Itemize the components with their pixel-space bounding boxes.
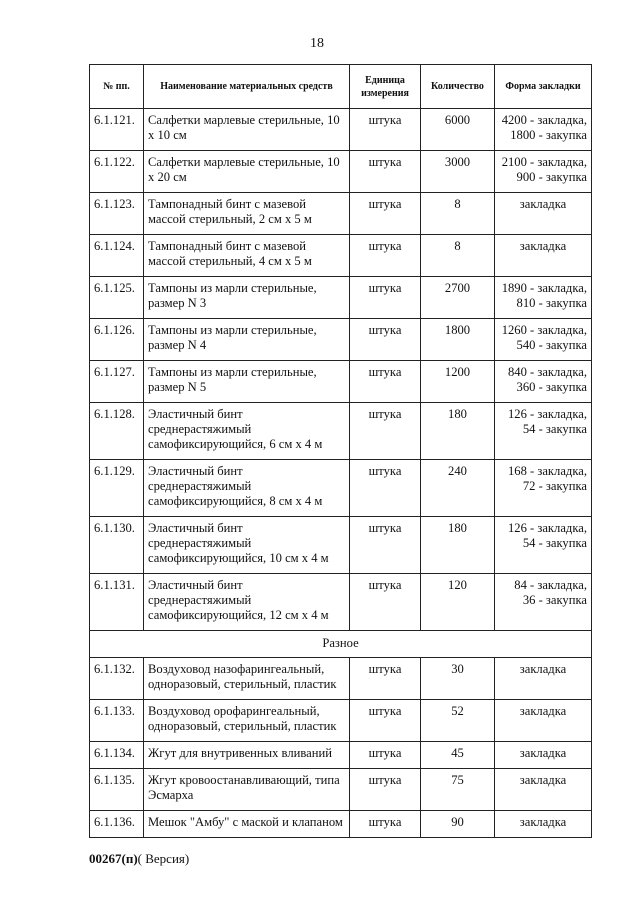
cell-unit: штука bbox=[350, 277, 421, 319]
table-row bbox=[90, 193, 592, 235]
table-row bbox=[90, 517, 592, 574]
cell-number: 6.1.123. bbox=[90, 193, 144, 235]
document-footer bbox=[89, 851, 189, 867]
cell-quantity: 1200 bbox=[421, 361, 495, 403]
cell-form: закладка bbox=[495, 769, 592, 811]
cell-name: Эластичный бинт среднерастяжимый самофиксирующийся, 10 см х 4 м bbox=[144, 517, 350, 574]
cell-number: 6.1.126. bbox=[90, 319, 144, 361]
table-body-misc bbox=[90, 658, 592, 838]
table-row bbox=[90, 658, 592, 700]
cell-unit: штука bbox=[350, 811, 421, 838]
cell-name: Тампонадный бинт с мазевой массой стерильный, 2 см х 5 м bbox=[144, 193, 350, 235]
table-row bbox=[90, 319, 592, 361]
cell-name: Тампонадный бинт с мазевой массой стерильный, 4 см х 5 м bbox=[144, 235, 350, 277]
cell-number: 6.1.127. bbox=[90, 361, 144, 403]
cell-quantity: 8 bbox=[421, 193, 495, 235]
cell-unit: штука bbox=[350, 319, 421, 361]
cell-unit: штука bbox=[350, 151, 421, 193]
cell-quantity: 2700 bbox=[421, 277, 495, 319]
header-unit: Единица измерения bbox=[350, 65, 421, 109]
cell-quantity: 52 bbox=[421, 700, 495, 742]
header-qty: Количество bbox=[421, 65, 495, 109]
cell-quantity: 30 bbox=[421, 658, 495, 700]
cell-unit: штука bbox=[350, 361, 421, 403]
cell-name: Тампоны из марли стерильные, размер N 5 bbox=[144, 361, 350, 403]
cell-quantity: 90 bbox=[421, 811, 495, 838]
cell-name: Тампоны из марли стерильные, размер N 3 bbox=[144, 277, 350, 319]
cell-unit: штука bbox=[350, 460, 421, 517]
table-row bbox=[90, 361, 592, 403]
cell-form: закладка bbox=[495, 811, 592, 838]
cell-unit: штука bbox=[350, 574, 421, 631]
cell-number: 6.1.129. bbox=[90, 460, 144, 517]
cell-number: 6.1.122. bbox=[90, 151, 144, 193]
cell-quantity: 120 bbox=[421, 574, 495, 631]
cell-number: 6.1.133. bbox=[90, 700, 144, 742]
cell-form: 1260 - закладка, 540 - закупка bbox=[495, 319, 592, 361]
cell-number: 6.1.130. bbox=[90, 517, 144, 574]
cell-form: 2100 - закладка, 900 - закупка bbox=[495, 151, 592, 193]
cell-name: Салфетки марлевые стерильные, 10 х 20 см bbox=[144, 151, 350, 193]
table-header-row bbox=[90, 65, 592, 109]
cell-form: 126 - закладка, 54 - закупка bbox=[495, 517, 592, 574]
cell-name: Воздуховод орофарингеальный, одноразовый, стерильный, пластик bbox=[144, 700, 350, 742]
cell-number: 6.1.124. bbox=[90, 235, 144, 277]
cell-unit: штука bbox=[350, 742, 421, 769]
table-section bbox=[90, 631, 592, 658]
cell-name: Воздуховод назофарингеальный, одноразовый, стерильный, пластик bbox=[144, 658, 350, 700]
cell-quantity: 45 bbox=[421, 742, 495, 769]
cell-name: Мешок "Амбу" с маской и клапаном bbox=[144, 811, 350, 838]
document-code: 00267(п) bbox=[89, 851, 138, 866]
cell-quantity: 75 bbox=[421, 769, 495, 811]
cell-quantity: 1800 bbox=[421, 319, 495, 361]
cell-unit: штука bbox=[350, 517, 421, 574]
cell-form: 4200 - закладка, 1800 - закупка bbox=[495, 109, 592, 151]
cell-number: 6.1.131. bbox=[90, 574, 144, 631]
table-row bbox=[90, 277, 592, 319]
section-row bbox=[90, 631, 592, 658]
table-row bbox=[90, 403, 592, 460]
table-row bbox=[90, 235, 592, 277]
cell-name: Жгут кровоостанавливающий, типа Эсмарха bbox=[144, 769, 350, 811]
cell-form: закладка bbox=[495, 658, 592, 700]
page-number: 18 bbox=[310, 36, 324, 51]
cell-form: 126 - закладка, 54 - закупка bbox=[495, 403, 592, 460]
cell-form: закладка bbox=[495, 700, 592, 742]
table-row bbox=[90, 700, 592, 742]
cell-form: 168 - закладка, 72 - закупка bbox=[495, 460, 592, 517]
cell-unit: штука bbox=[350, 109, 421, 151]
cell-form: 84 - закладка, 36 - закупка bbox=[495, 574, 592, 631]
cell-name: Жгут для внутривенных вливаний bbox=[144, 742, 350, 769]
cell-name: Эластичный бинт среднерастяжимый самофиксирующийся, 8 см х 4 м bbox=[144, 460, 350, 517]
table-row bbox=[90, 742, 592, 769]
cell-unit: штука bbox=[350, 769, 421, 811]
table-row bbox=[90, 460, 592, 517]
cell-unit: штука bbox=[350, 658, 421, 700]
cell-number: 6.1.136. bbox=[90, 811, 144, 838]
cell-name: Эластичный бинт среднерастяжимый самофиксирующийся, 6 см х 4 м bbox=[144, 403, 350, 460]
cell-quantity: 240 bbox=[421, 460, 495, 517]
cell-form: закладка bbox=[495, 193, 592, 235]
cell-quantity: 3000 bbox=[421, 151, 495, 193]
cell-name: Салфетки марлевые стерильные, 10 х 10 см bbox=[144, 109, 350, 151]
materials-table bbox=[89, 64, 592, 838]
cell-number: 6.1.135. bbox=[90, 769, 144, 811]
table-row bbox=[90, 769, 592, 811]
cell-quantity: 8 bbox=[421, 235, 495, 277]
header-name: Наименование материальных средств bbox=[144, 65, 350, 109]
table-row bbox=[90, 574, 592, 631]
table-row bbox=[90, 151, 592, 193]
cell-number: 6.1.132. bbox=[90, 658, 144, 700]
cell-number: 6.1.125. bbox=[90, 277, 144, 319]
cell-form: закладка bbox=[495, 235, 592, 277]
document-version: ( Версия) bbox=[137, 851, 190, 866]
cell-name: Эластичный бинт среднерастяжимый самофиксирующийся, 12 см х 4 м bbox=[144, 574, 350, 631]
cell-name: Тампоны из марли стерильные, размер N 4 bbox=[144, 319, 350, 361]
cell-quantity: 180 bbox=[421, 517, 495, 574]
cell-unit: штука bbox=[350, 235, 421, 277]
cell-form: 840 - закладка, 360 - закупка bbox=[495, 361, 592, 403]
table-row bbox=[90, 109, 592, 151]
table-row bbox=[90, 811, 592, 838]
table-body-main bbox=[90, 109, 592, 631]
cell-number: 6.1.134. bbox=[90, 742, 144, 769]
cell-unit: штука bbox=[350, 193, 421, 235]
cell-unit: штука bbox=[350, 403, 421, 460]
cell-number: 6.1.128. bbox=[90, 403, 144, 460]
cell-quantity: 180 bbox=[421, 403, 495, 460]
header-form: Форма закладки bbox=[495, 65, 592, 109]
cell-quantity: 6000 bbox=[421, 109, 495, 151]
cell-form: закладка bbox=[495, 742, 592, 769]
header-num: № пп. bbox=[90, 65, 144, 109]
cell-form: 1890 - закладка, 810 - закупка bbox=[495, 277, 592, 319]
section-title: Разное bbox=[90, 631, 592, 658]
cell-number: 6.1.121. bbox=[90, 109, 144, 151]
cell-unit: штука bbox=[350, 700, 421, 742]
